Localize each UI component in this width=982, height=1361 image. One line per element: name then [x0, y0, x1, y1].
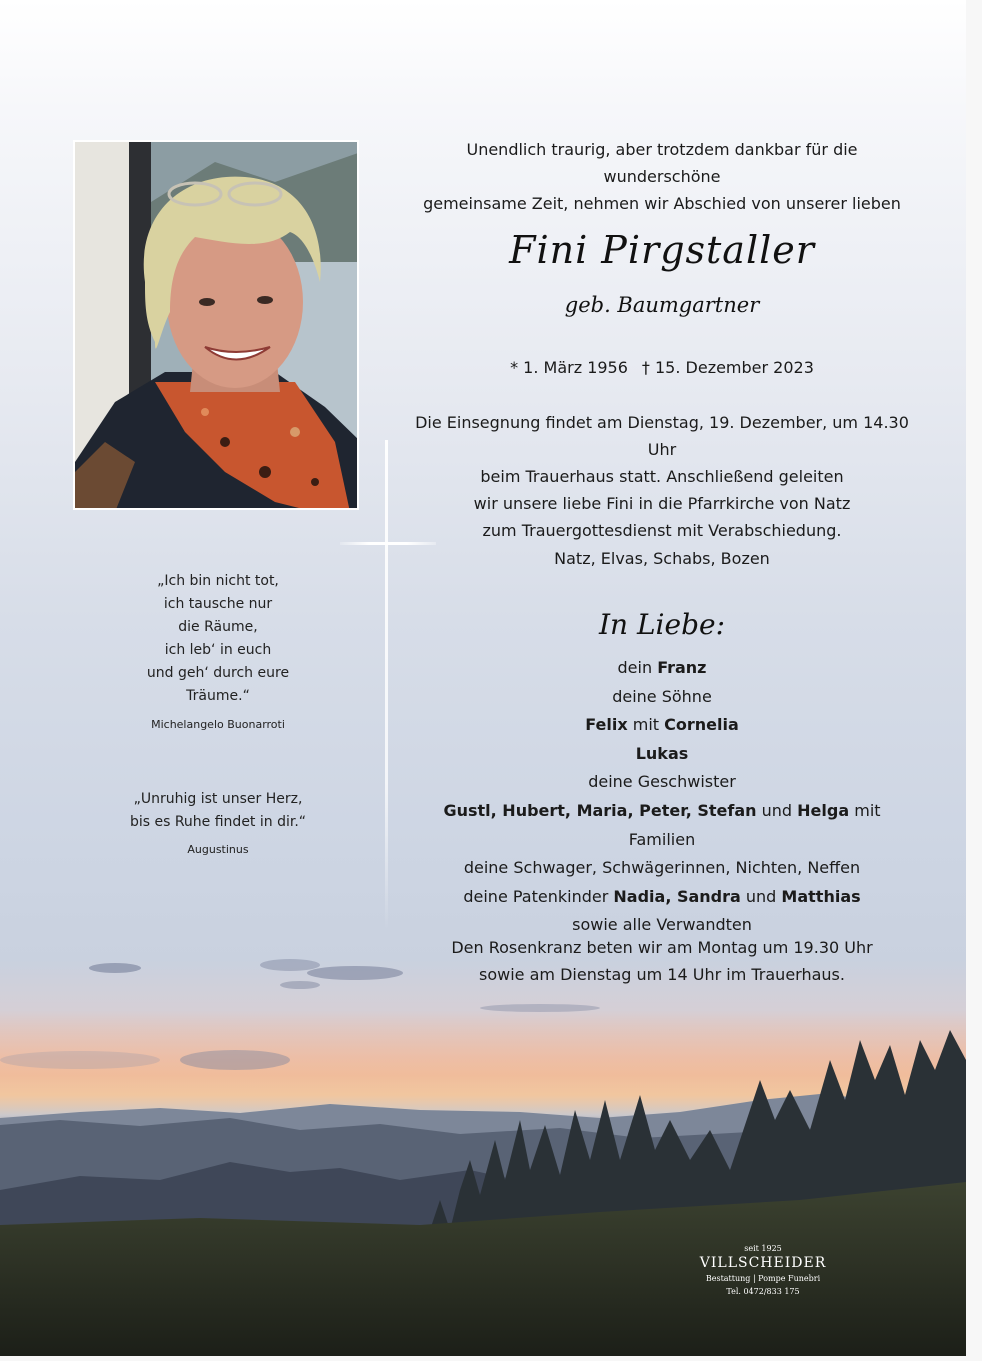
- mourner-line: deine Geschwister: [588, 772, 736, 792]
- quote-line: „Ich bin nicht tot,: [157, 573, 279, 589]
- mourner-line: deine Schwager, Schwägerinnen, Nichten, Neffen: [463, 858, 861, 878]
- undertaker-logo: [688, 1243, 838, 1299]
- intro-text: [412, 136, 912, 217]
- places-line: Natz, Elvas, Schabs, Bozen: [554, 549, 770, 568]
- logo-tagline: Bestattung | Pompe Funebri: [705, 1274, 821, 1283]
- quote-line: die Räume,: [178, 619, 258, 635]
- mourner-text: mit Familien: [628, 800, 881, 849]
- page-margin-bottom: [0, 1356, 982, 1361]
- mourner-line: deine Söhne: [612, 686, 712, 706]
- ceremony-line: beim Trauerhaus statt. Anschließend geleiten: [480, 467, 844, 486]
- mourner-text: und: [756, 800, 798, 820]
- mourner-line: [412, 711, 912, 740]
- mourner-line: [412, 797, 912, 854]
- mourner-line: sowie alle Verwandten: [572, 915, 752, 935]
- rosary-line: sowie am Dienstag um 14 Uhr im Trauerhaus.: [479, 965, 845, 984]
- ceremony-details: [412, 409, 912, 544]
- ceremony-line: wir unsere liebe Fini in die Pfarrkirche von Natz: [473, 494, 851, 513]
- mourner-name: Cornelia: [664, 715, 739, 735]
- quote-line: ich tausche nur: [163, 596, 273, 612]
- mourner-text: mit: [627, 715, 665, 735]
- quote-line: Träume.“: [186, 688, 250, 704]
- logo-phone: Tel. 0472/833 175: [726, 1287, 800, 1296]
- quote-line: ich leb‘ in euch: [164, 642, 272, 658]
- rosary-details: [412, 934, 912, 988]
- mourner-text: und: [740, 886, 782, 906]
- mourner-name: Felix: [585, 715, 628, 735]
- birth-date: * 1. März 1956: [510, 358, 628, 377]
- intro-line: Unendlich traurig, aber trotzdem dankbar für die wunderschöne: [466, 140, 858, 186]
- life-dates: [412, 355, 912, 381]
- quote-line: bis es Ruhe findet in dir.“: [129, 814, 307, 830]
- logo-brand: VILLSCHEIDER: [699, 1255, 827, 1271]
- maiden-name: geb. Baumgartner: [564, 293, 760, 317]
- mourner-name: Matthias: [781, 886, 861, 906]
- ceremony-line: zum Trauergottesdienst mit Verabschiedung.: [482, 521, 842, 540]
- in-love-heading: In Liebe:: [598, 608, 726, 641]
- ceremony-line: Die Einsegnung findet am Dienstag, 19. Dezember, um 14.30 Uhr: [415, 413, 909, 459]
- quote-author: Michelangelo Buonarroti: [151, 718, 285, 731]
- mourner-text: dein: [617, 658, 658, 677]
- mourner-name: Helga: [797, 800, 850, 820]
- mourner-text: deine Patenkinder: [463, 886, 614, 906]
- page-margin-right: [966, 0, 982, 1361]
- quote-author: Augustinus: [187, 843, 249, 856]
- intro-line: gemeinsame Zeit, nehmen wir Abschied von unserer lieben: [423, 194, 901, 213]
- mourner-line: [412, 654, 912, 683]
- mourner-name: Gustl, Hubert, Maria, Peter, Stefan: [443, 800, 757, 820]
- mourner-line: [412, 740, 912, 769]
- deceased-name: Fini Pirgstaller: [509, 228, 815, 272]
- quote-line: und geh‘ durch eure: [146, 665, 290, 681]
- quote-michelangelo: [110, 570, 326, 708]
- mourner-name: Lukas: [635, 743, 689, 763]
- mourner-name: Nadia, Sandra: [613, 886, 741, 906]
- quote-line: „Unruhig ist unser Herz,: [133, 791, 303, 807]
- portrait-photo: [73, 140, 359, 510]
- cross-vertical-beam: [385, 440, 388, 930]
- rosary-line: Den Rosenkranz beten wir am Montag um 19.30 Uhr: [451, 938, 873, 957]
- mourners-list: [412, 654, 912, 940]
- quote-augustinus: [110, 788, 326, 834]
- mourner-line: [412, 883, 912, 912]
- death-date: † 15. Dezember 2023: [641, 358, 814, 377]
- mourner-name: Franz: [657, 658, 707, 677]
- logo-since: seit 1925: [744, 1244, 782, 1253]
